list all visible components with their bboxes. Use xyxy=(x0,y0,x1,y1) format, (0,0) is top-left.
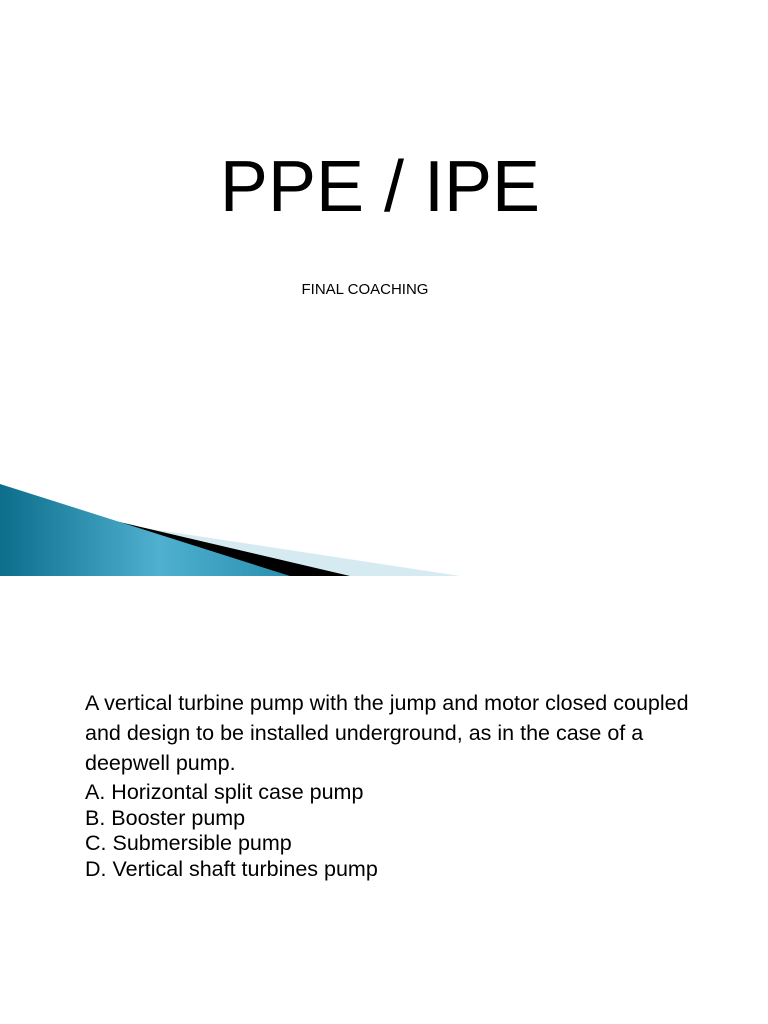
slide-title: PPE / IPE xyxy=(219,147,541,227)
answer-options xyxy=(85,780,705,882)
slide-subtitle: FINAL COACHING xyxy=(301,281,429,298)
decorative-swoosh xyxy=(0,484,460,576)
option-d: D. Vertical shaft turbines pump xyxy=(85,856,378,881)
question-slide xyxy=(0,576,768,1024)
option-b: B. Booster pump xyxy=(85,805,246,830)
teal-band xyxy=(0,484,290,576)
question-text: A vertical turbine pump with the jump and motor closed coupled and design to be installed underground, as in the case of a deepwell pump. xyxy=(85,691,689,775)
option-c: C. Submersible pump xyxy=(85,831,292,855)
option-a: A. Horizontal split case pump xyxy=(85,780,364,804)
